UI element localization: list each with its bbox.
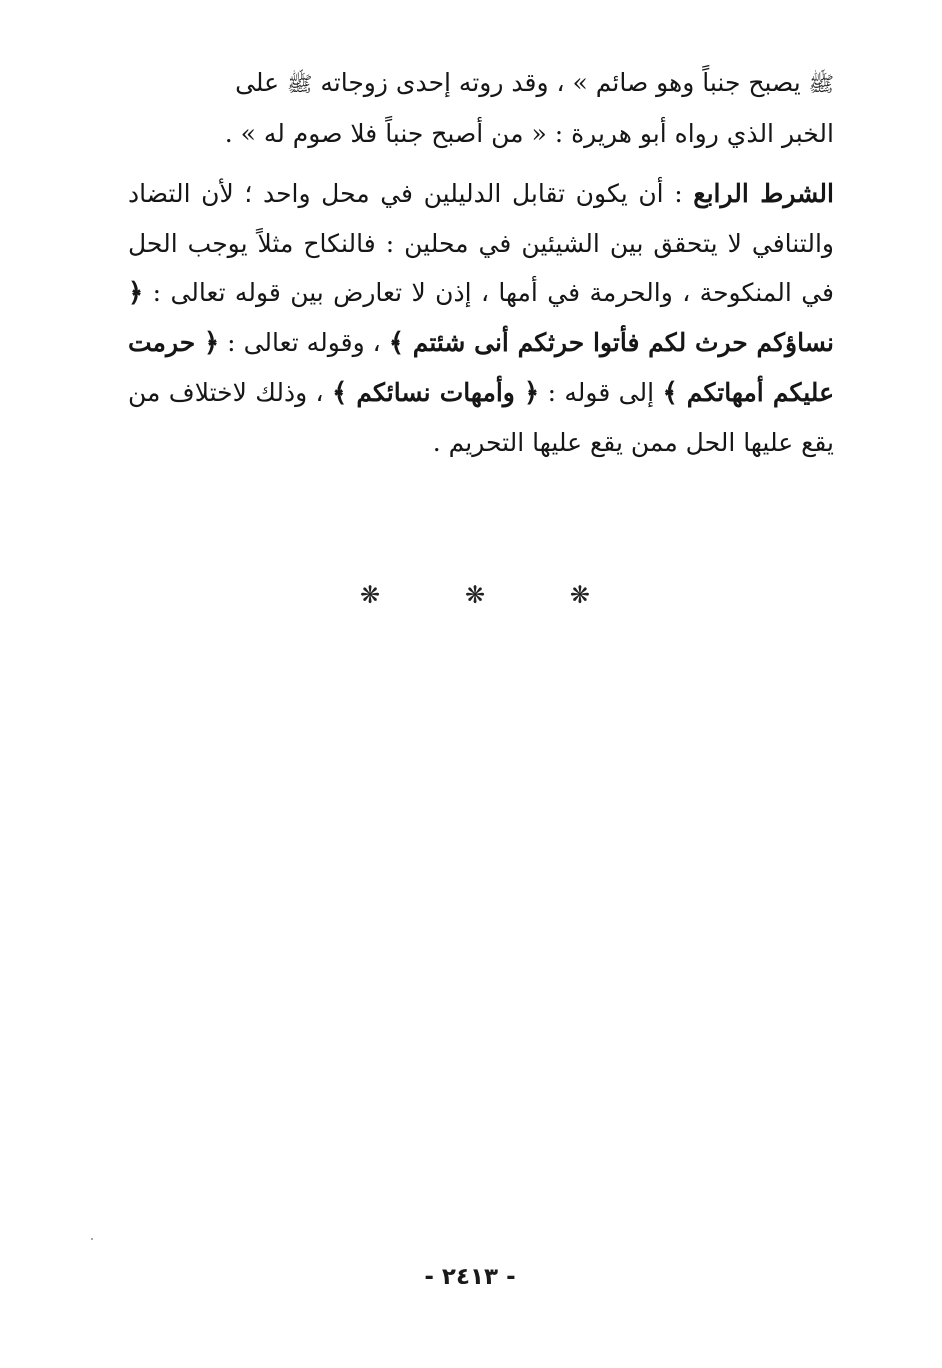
text-segment: ، وقوله تعالى : xyxy=(219,328,389,358)
quran-verse: حرمت عليكم أمهاتكم xyxy=(128,328,834,408)
text-segment: إلى قوله : xyxy=(539,378,663,408)
honorific-symbol: ﷺ xyxy=(287,72,313,96)
section-heading: الشرط الرابع xyxy=(693,179,834,209)
page-number: - ٢٤١٣ - xyxy=(424,1264,516,1290)
quran-bracket-open: ﴿ xyxy=(128,277,144,308)
quran-verse: وأمهات نسائكم xyxy=(347,378,524,408)
quran-bracket-close: ﴾ xyxy=(388,328,404,359)
asterism-ornament: ❋ xyxy=(360,581,381,609)
quran-verse: نساؤكم حرث لكم فأتوا حرثكم أنى شئتم xyxy=(403,328,834,358)
text-segment: على xyxy=(235,68,288,97)
section-separator xyxy=(360,580,590,610)
asterism-ornament: ❋ xyxy=(464,581,486,609)
text-segment: الخبر الذي رواه أبو هريرة : « من أصبح جنباً فلا صوم له » . xyxy=(224,119,834,149)
quran-bracket-open: ﴿ xyxy=(523,378,540,409)
quran-bracket-close: ﴾ xyxy=(331,378,348,409)
paragraph-1 xyxy=(128,58,834,158)
quran-bracket-open: ﴿ xyxy=(203,328,220,359)
scan-speck xyxy=(91,1238,93,1240)
quran-bracket-close: ﴾ xyxy=(662,378,678,409)
text-segment: يصبح جنباً وهو صائم » ، وقد روته إحدى زوجاته xyxy=(312,68,809,97)
text-segment: ، وذلك لاختلاف من يقع عليها الحل ممن يقع عليها التحريم . xyxy=(128,378,834,458)
asterism-ornament: ❋ xyxy=(569,581,590,609)
body-text xyxy=(128,58,834,468)
text-segment: : أن يكون تقابل الدليلين في محل واحد ؛ لأن التضاد والتنافي لا يتحقق بين الشيئين في محلين : فالنكاح مثلاً يوجب الحل في المنكوحة ، والحرمة في أمها ، إذن لا تعارض بين قوله تعالى : xyxy=(128,179,834,307)
honorific-symbol: ﷺ xyxy=(808,72,834,96)
paragraph-2 xyxy=(128,169,834,467)
